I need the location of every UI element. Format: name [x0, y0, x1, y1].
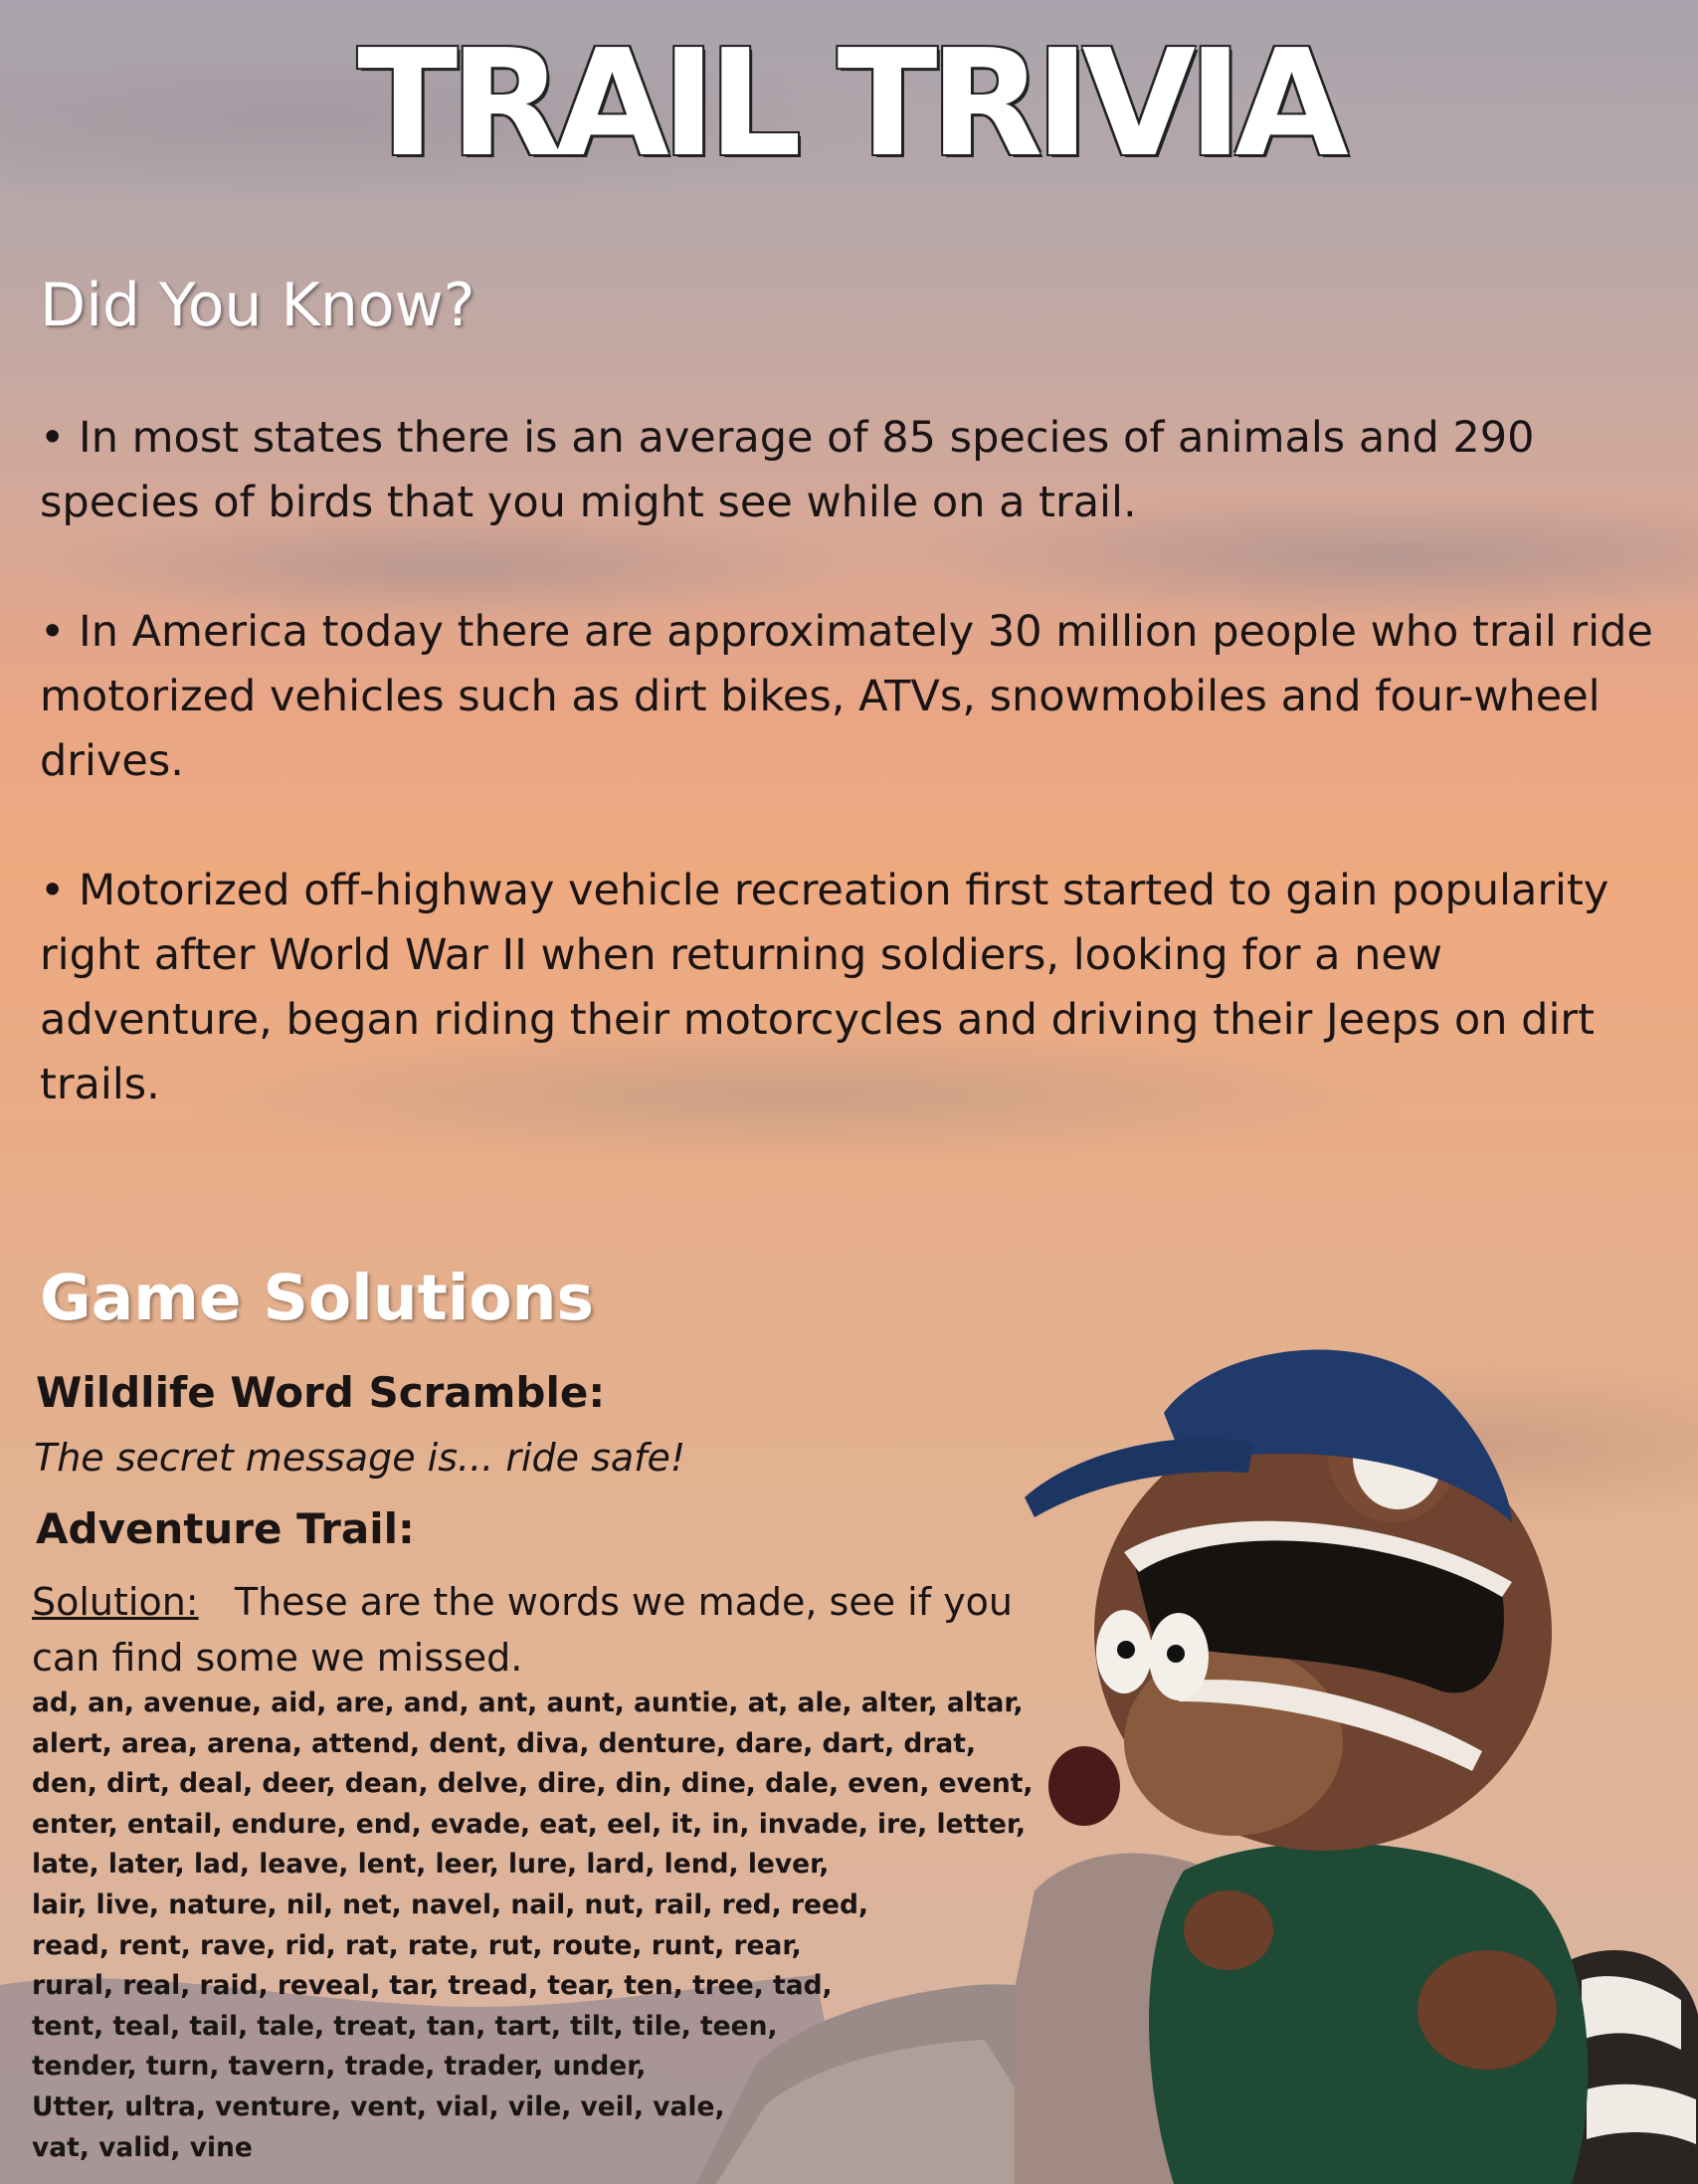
adventure-trail-word-list: ad, an, avenue, aid, are, and, ant, aunt, auntie, at, ale, alter, altar, alert, area, arena, attend, dent, diva, denture, dare, dart, drat, den, dirt, deal, deer, dean, delve, dire, din, dine, dale, even, event, enter, entail, endure, end, evade, eat, eel, it, in, invade, ire, letter, late, later, lad, leave, lent, leer, lure, lard, lend, lever, lair, live, nature, nil, net, navel, nail, nut, rail, red, reed, read, rent, rave, rid, rat, rate, rut, route, runt, rear, rural, real, raid, reveal, tar, tread, tear, ten, tree, tad, tent, teal, tail, tale, treat, tan, tart, tilt, tile, teen, tender, turn, tavern, trade, trader, under, Utter, ultra, venture, vent, vial, vile, veil, vale, vat, valid, vine — [32, 1688, 1034, 2163]
fact-item: • In most states there is an average of 85 species of animals and 290 species of birds that you might see while on a trail. — [40, 413, 1535, 527]
fact-item: • In America today there are approximately 30 million people who trail ride motorized vehicles such as dirt bikes, ATVs, snowmobiles and four-wheel drives. — [40, 607, 1653, 786]
facts-list — [40, 406, 1671, 1182]
word-scramble-heading: Wildlife Word Scramble: — [36, 1368, 606, 1417]
did-you-know-heading: Did You Know? — [40, 271, 475, 340]
game-solutions-heading: Game Solutions — [40, 1262, 594, 1334]
solution-description: These are the words we made, see if you can find some we missed. — [32, 1580, 1014, 1680]
raccoon-mascot-image — [1015, 1333, 1698, 2184]
page-title: TRAIL TRIVIA — [357, 18, 1341, 189]
adventure-trail-heading: Adventure Trail: — [36, 1504, 415, 1553]
fact-item: • Motorized off-highway vehicle recreation first started to gain popularity right after World War II when returning soldiers, looking for a new adventure, began riding their motorcycles and driving their Jeeps on dirt trails. — [40, 866, 1609, 1109]
solution-label: Solution: — [32, 1580, 199, 1624]
adventure-trail-solution — [32, 1574, 1046, 1686]
word-scramble-answer: The secret message is... ride safe! — [34, 1436, 686, 1480]
